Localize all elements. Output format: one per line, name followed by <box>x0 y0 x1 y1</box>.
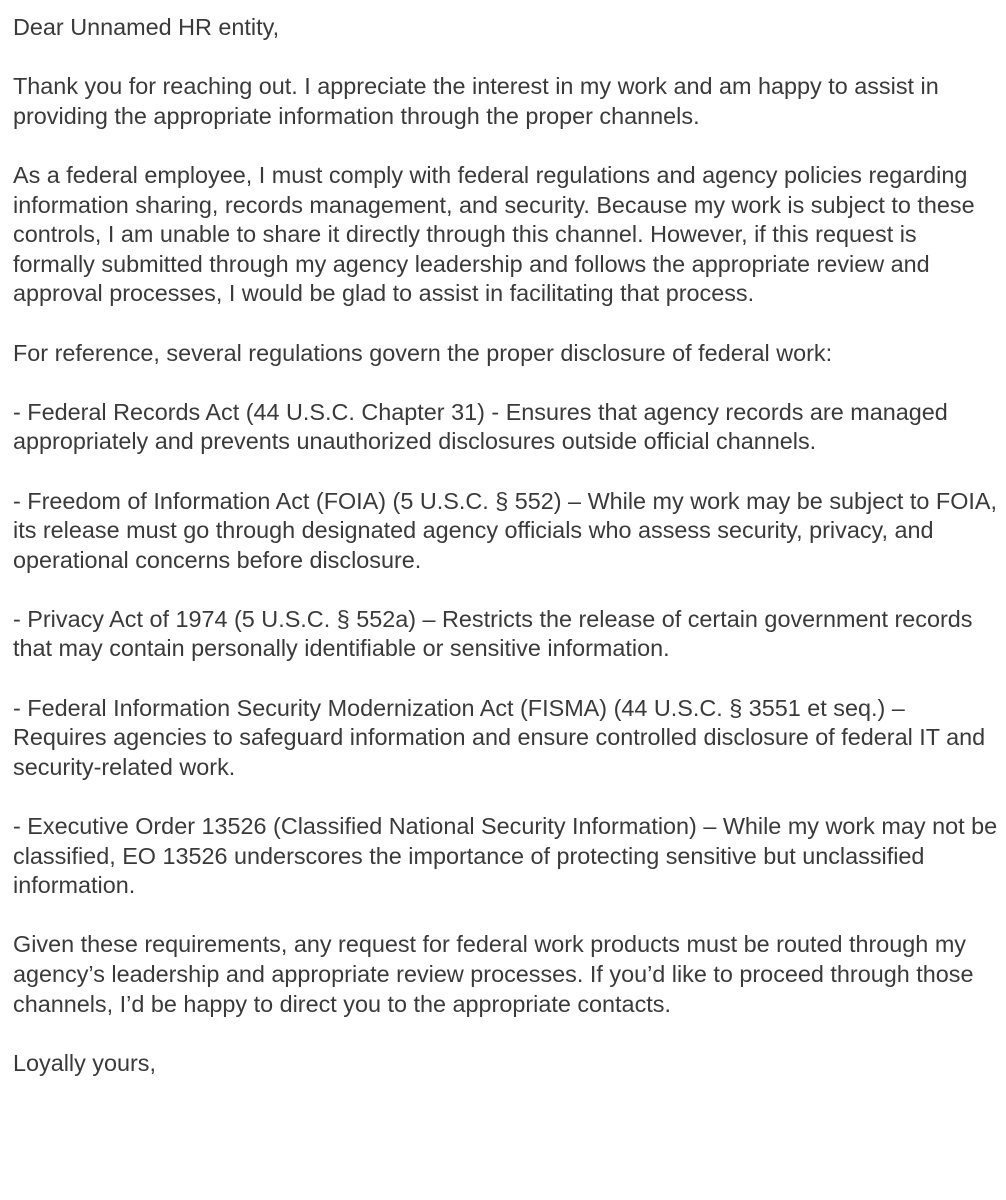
regulation-item-privacy-act: - Privacy Act of 1974 (5 U.S.C. § 552a) – Restricts the release of certain government records that may contain personally identifiable or sensitive information. <box>13 605 973 662</box>
regulation-item-fisma: - Federal Information Security Modernization Act (FISMA) (44 U.S.C. § 3551 et seq.) – Requires agencies to safeguard information and ensure controlled disclosure of federal IT and security-related work. <box>13 694 986 780</box>
compliance-paragraph: As a federal employee, I must comply with federal regulations and agency policies regarding information sharing, records management, and security. Because my work is subject to these controls, I am unable to share it directly through this channel. However, if this request is formally submitted through my agency leadership and follows the appropriate review and approval processes, I would be glad to assist in facilitating that process. <box>13 161 975 307</box>
reference-intro-paragraph: For reference, several regulations govern the proper disclosure of federal work: <box>13 339 833 366</box>
closing: Loyally yours, <box>13 1049 157 1076</box>
regulation-item-eo-13526: - Executive Order 13526 (Classified National Security Information) – While my work may not be classified, EO 13526 underscores the importance of protecting sensitive but unclassified information. <box>13 813 998 899</box>
regulation-item-foia: - Freedom of Information Act (FOIA) (5 U.S.C. § 552) – While my work may be subject to FOIA, its release must go through designated agency officials who assess security, privacy, and operational concerns before disclosure. <box>13 487 998 573</box>
regulation-item-federal-records-act: - Federal Records Act (44 U.S.C. Chapter 31) - Ensures that agency records are managed appropriately and prevents unauthorized disclosures outside official channels. <box>13 398 948 455</box>
conclusion-paragraph: Given these requirements, any request for federal work products must be routed through my agency’s leadership and appropriate review processes. If you’d like to proceed through those channels, I’d be happy to direct you to the appropriate contacts. <box>13 931 974 1017</box>
intro-paragraph: Thank you for reaching out. I appreciate the interest in my work and am happy to assist in providing the appropriate information through the proper channels. <box>13 73 939 129</box>
letter-body <box>13 13 998 1078</box>
salutation: Dear Unnamed HR entity, <box>13 14 280 40</box>
